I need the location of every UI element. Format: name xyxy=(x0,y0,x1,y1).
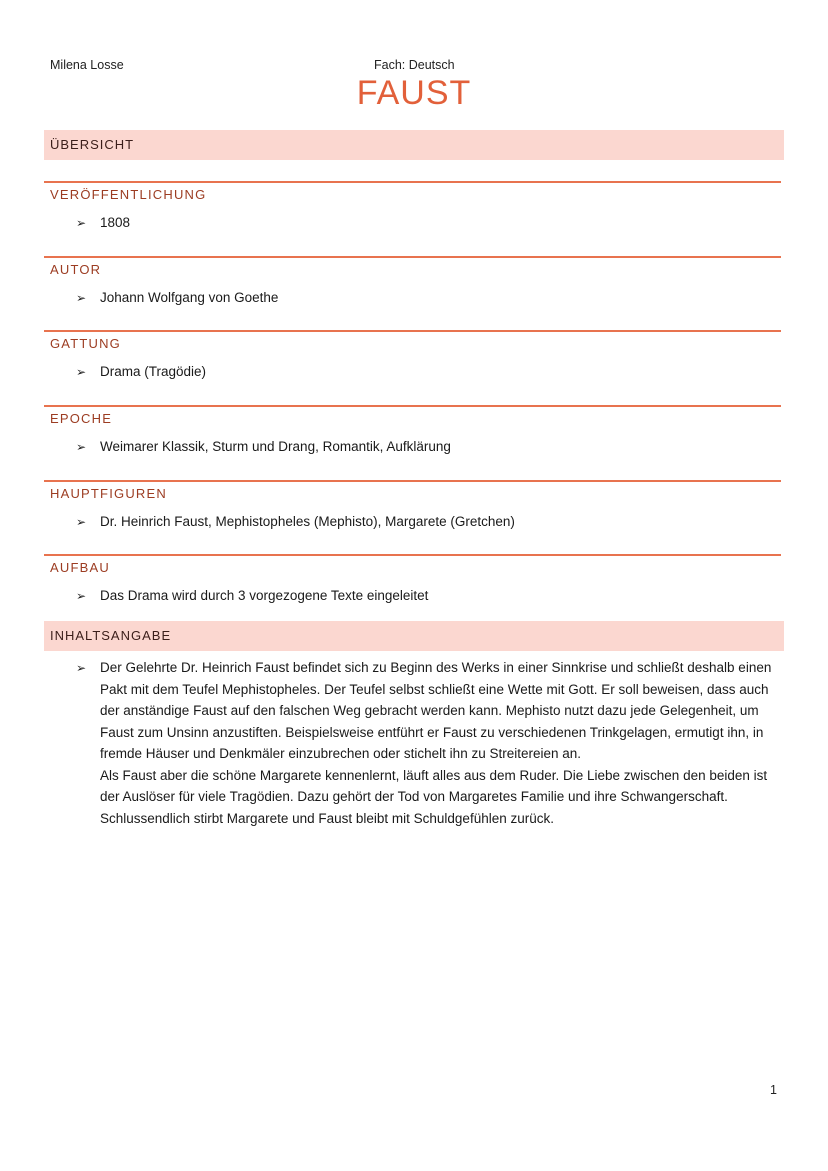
section-divider xyxy=(44,181,781,183)
section-item-structure: Das Drama wird durch 3 vorgezogene Texte eingeleitet xyxy=(100,588,429,603)
section-heading-structure: AUFBAU xyxy=(50,560,110,575)
bullet-arrow-icon: ➢ xyxy=(76,291,87,305)
section-divider xyxy=(44,256,781,258)
summary-band: INHALTSANGABE xyxy=(44,621,784,651)
bullet-arrow-icon: ➢ xyxy=(76,365,87,379)
section-item-publication: 1808 xyxy=(100,215,131,230)
bullet-arrow-icon: ➢ xyxy=(76,515,87,529)
document-title: FAUST xyxy=(356,74,472,112)
section-heading-main-characters: HAUPTFIGUREN xyxy=(50,486,167,501)
author-name: Milena Losse xyxy=(50,58,124,72)
bullet-arrow-icon: ➢ xyxy=(76,216,87,230)
bullet-arrow-icon: ➢ xyxy=(76,589,87,603)
section-heading-epoch: EPOCHE xyxy=(50,411,113,426)
summary-text xyxy=(100,657,780,829)
section-heading-genre: GATTUNG xyxy=(50,336,121,351)
page-number: 1 xyxy=(770,1083,777,1097)
section-divider xyxy=(44,554,781,556)
overview-band: ÜBERSICHT xyxy=(44,130,784,160)
section-divider xyxy=(44,405,781,407)
summary-paragraph-1: Der Gelehrte Dr. Heinrich Faust befindet sich zu Beginn des Werks in einer Sinnkrise und schließt deshalb einen Pakt mit dem Teufel Mephistopheles. Der Teufel selbst schließt eine Wette mit Gott. Er soll beweisen, dass auch der anständige Faust auf den falschen Weg gebracht werden kann. Mephisto nutzt dazu jede Gelegenheit, um Faust zum Unsinn anzustiften. Beispielsweise entführt er Faust zu verschiedenen Trinkgelagen, ermutigt ihn, in fremde Häuser und Denkmäler einzubrechen oder stichelt ihn zu Streitereien an. xyxy=(100,660,772,761)
section-item-epoch: Weimarer Klassik, Sturm und Drang, Romantik, Aufklärung xyxy=(100,439,451,454)
section-item-genre: Drama (Tragödie) xyxy=(100,364,207,379)
section-heading-publication: VERÖFFENTLICHUNG xyxy=(50,187,207,202)
section-heading-author: AUTOR xyxy=(50,262,102,277)
summary-paragraph-2: Als Faust aber die schöne Margarete kennenlernt, läuft alles aus dem Ruder. Die Liebe zwischen den beiden ist der Auslöser für viele Tragödien. Dazu gehört der Tod von Margaretes Familie und ihre Schwangerschaft. Schlussendlich stirbt Margarete und Faust bleibt mit Schuldgefühlen zurück. xyxy=(100,767,768,826)
bullet-arrow-icon: ➢ xyxy=(76,440,87,454)
section-divider xyxy=(44,330,781,332)
section-divider xyxy=(44,480,781,482)
section-item-author: Johann Wolfgang von Goethe xyxy=(100,290,279,305)
section-item-main-characters: Dr. Heinrich Faust, Mephistopheles (Mephisto), Margarete (Gretchen) xyxy=(100,514,515,529)
bullet-arrow-icon: ➢ xyxy=(76,661,87,675)
subject-label: Fach: Deutsch xyxy=(374,58,455,72)
